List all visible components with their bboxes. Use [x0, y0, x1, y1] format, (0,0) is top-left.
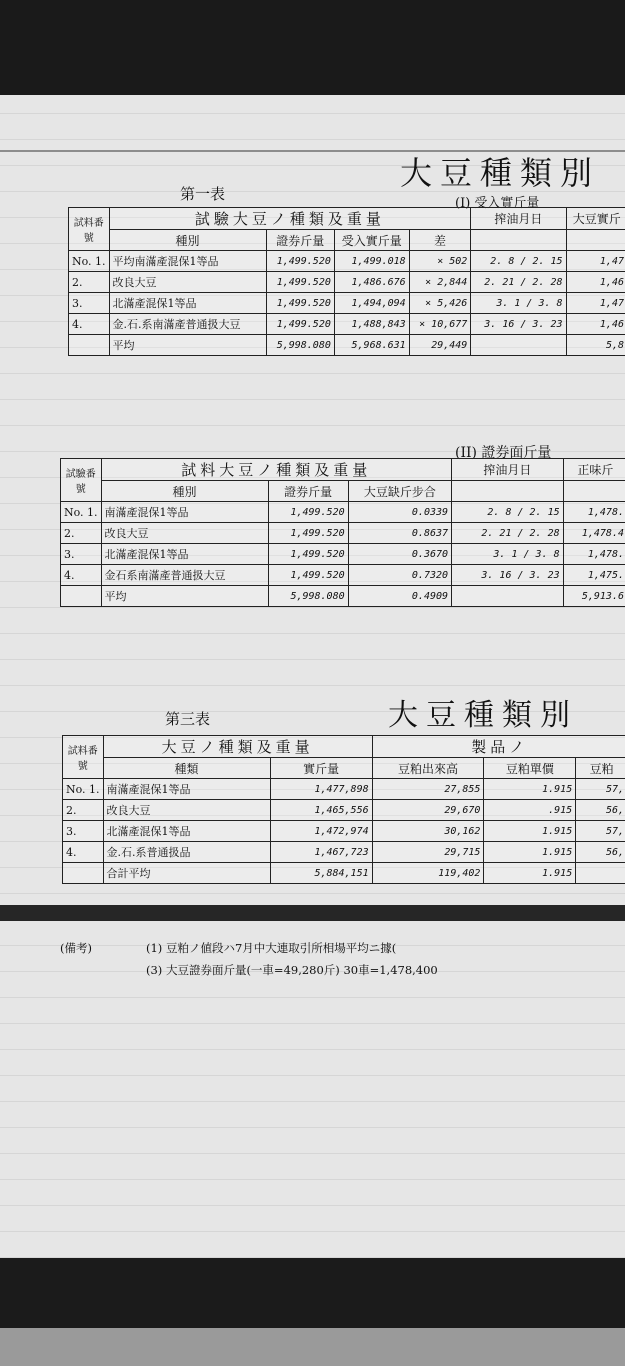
scan-border-bottom — [0, 1258, 625, 1328]
t3-col-extra: 豆粕 — [576, 758, 625, 779]
notes-label: (備考) — [60, 941, 92, 955]
section-1-title: (I) 受入實斤量 — [455, 196, 540, 211]
t2-col-pct: 大豆缺斤步合 — [348, 481, 451, 502]
table-row-total: 平均 5,998.080 0.4909 5,913.6 — [61, 586, 625, 607]
table-1 — [68, 207, 625, 356]
table-row: 4. 金石系南滿產普通扱大豆 1,499.520 0.7320 3. 16 / 3. 23 1,475. — [61, 565, 625, 586]
table-3-title: 大豆種類別 — [388, 698, 578, 733]
t2-col-extra: 正味斤 — [563, 459, 625, 481]
t1-col-diff: 差 — [409, 230, 471, 251]
t1-col-actual: 受入實斤量 — [334, 230, 409, 251]
t3-col-price: 豆粕單價 — [484, 758, 576, 779]
table-row: No. 1. 南滿產混保1等品 1,477,898 27,855 1.915 57, — [63, 779, 625, 800]
t2-group-header: 試料大豆ノ種類及重量 — [101, 459, 451, 481]
scan-border-bottom-edge — [0, 1328, 625, 1366]
table-row: 4. 金.石.系普通扱品 1,467,723 29,715 1.915 56, — [63, 842, 625, 863]
section-2-title: (II) 證券面斤量 — [455, 445, 552, 461]
t2-col-kind: 種別 — [101, 481, 268, 502]
table-3-label: 第三表 — [165, 710, 211, 728]
t2-no-header: 試驗番號 — [61, 459, 102, 502]
table-row: 3. 北滿產混保1等品 1,472,974 30,162 1.915 57, — [63, 821, 625, 842]
table-row: No. 1. 南滿產混保1等品 1,499.520 0.0339 2. 8 / 2. 15 1,478. — [61, 502, 625, 523]
table-row: 2. 改良大豆 1,499.520 1,486.676 × 2,844 2. 21 / 2. 28 1,46 — [69, 272, 625, 293]
table-row-total: 合計平均 5,884,151 119,402 1.915 — [63, 863, 625, 884]
t3-product-header: 製品ノ — [372, 736, 625, 758]
t3-col-weight: 實斤量 — [270, 758, 372, 779]
t1-col-date: 搾油月日 — [471, 208, 566, 230]
table-2 — [60, 458, 625, 607]
t3-no-header: 試料番號 — [63, 736, 104, 779]
notes-line-1: (1) 豆粕ノ値段ハ7月中大連取引所相場平均ニ據( — [146, 941, 397, 955]
table-row: 4. 金.石.系南滿產普通扱大豆 1,499.520 1,488,843 × 10,677 3. 16 / 3. 23 1,46 — [69, 314, 625, 335]
t1-group-header: 試驗大豆ノ種類及重量 — [109, 208, 471, 230]
t3-col-cake: 豆粕出來高 — [372, 758, 484, 779]
t3-col-kind: 種類 — [103, 758, 270, 779]
scan-fold-shadow — [0, 905, 625, 921]
table-row-total: 平均 5,998.080 5,968.631 29,449 5,8 — [69, 335, 625, 356]
main-title: 大豆種類別 — [400, 154, 601, 192]
t1-col-kind: 種別 — [109, 230, 266, 251]
table-1-label: 第一表 — [180, 185, 226, 203]
table-row: 2. 改良大豆 1,465,556 29,670 .915 56, — [63, 800, 625, 821]
t2-col-date: 搾油月日 — [452, 459, 564, 481]
notes-line-2: (3) 大豆證券面斤量(一車=49,280斤) 30車=1,478,400 — [146, 963, 438, 977]
t3-group-header: 大豆ノ種類及重量 — [103, 736, 372, 758]
t1-col-extra: 大豆實斤 — [566, 208, 625, 230]
table-row: 2. 改良大豆 1,499.520 0.8637 2. 21 / 2. 28 1,478.4 — [61, 523, 625, 544]
t1-no-header: 試料番號 — [69, 208, 110, 251]
t1-col-cert: 證券斤量 — [266, 230, 334, 251]
title-rule — [0, 150, 625, 152]
table-row: No. 1. 平均南滿產混保1等品 1,499.520 1,499.018 × 502 2. 8 / 2. 15 1,47 — [69, 251, 625, 272]
table-row: 3. 北滿產混保1等品 1,499.520 0.3670 3. 1 / 3. 8 1,478. — [61, 544, 625, 565]
table-row: 3. 北滿產混保1等品 1,499.520 1,494,094 × 5,426 3. 1 / 3. 8 1,47 — [69, 293, 625, 314]
t2-col-cert: 證券斤量 — [268, 481, 348, 502]
scan-border-top — [0, 0, 625, 95]
table-3 — [62, 735, 625, 884]
